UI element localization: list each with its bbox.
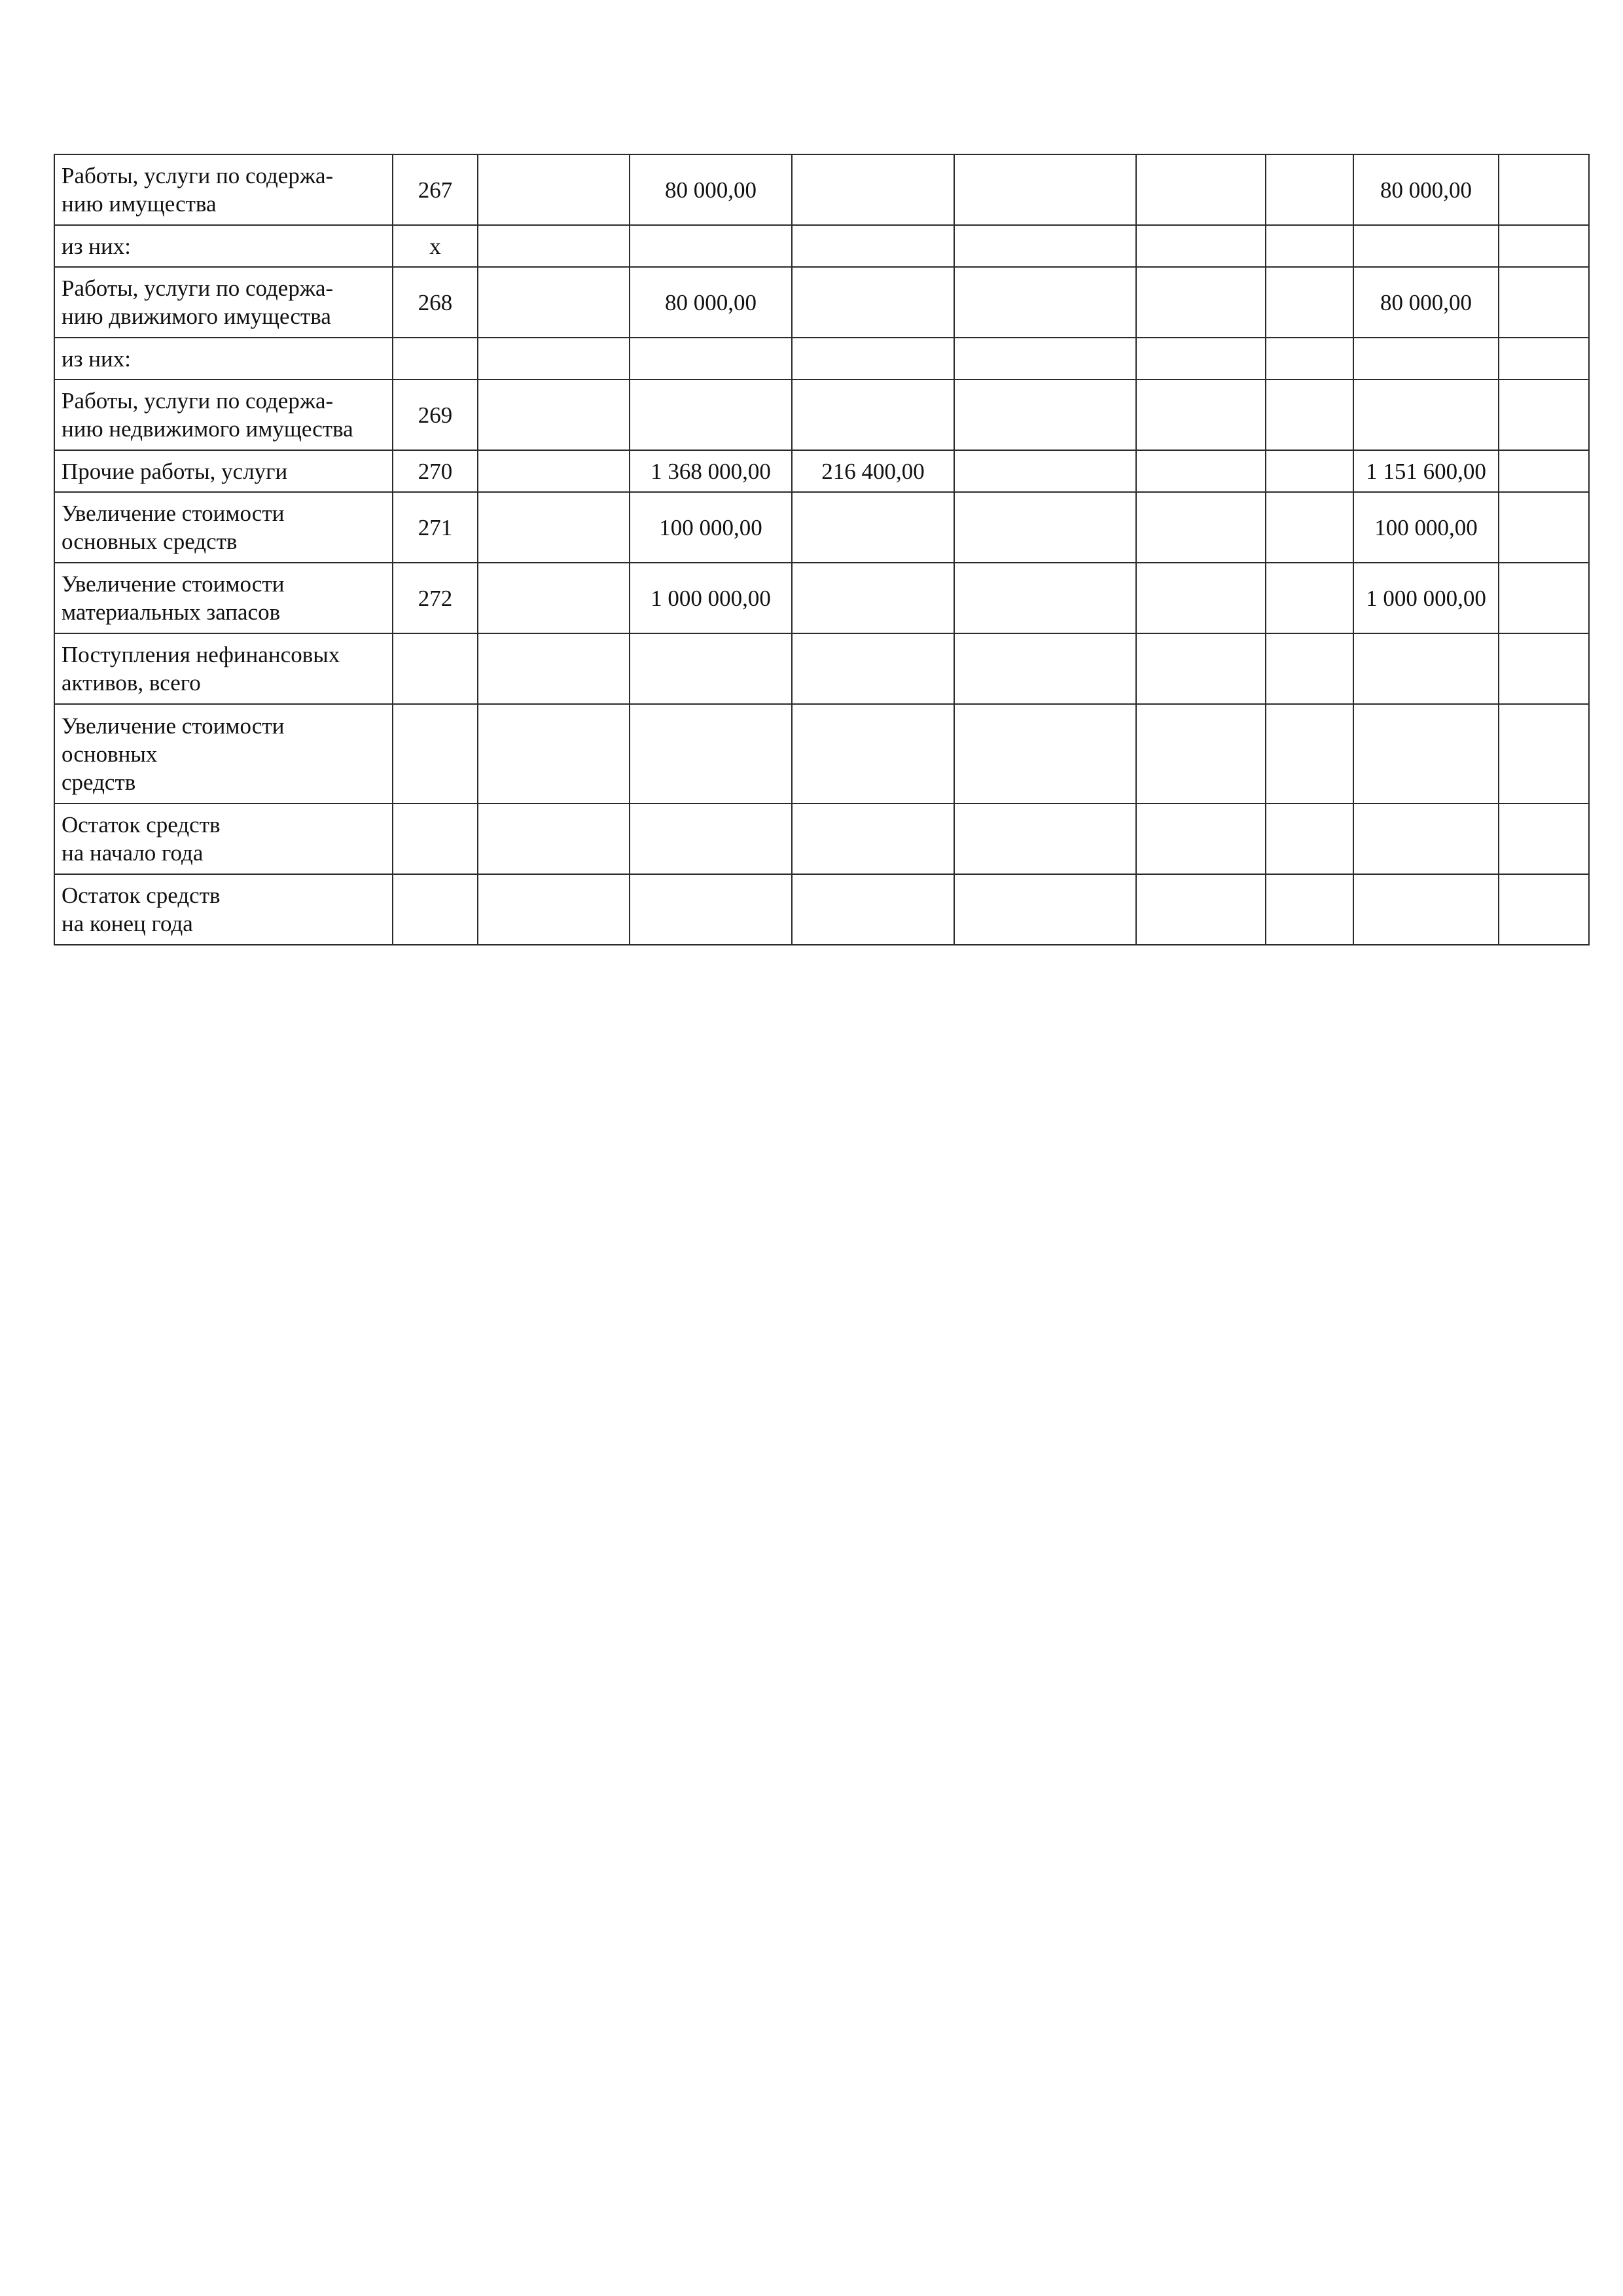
value-cell <box>1499 563 1589 633</box>
value-cell <box>1266 492 1353 563</box>
value-cell <box>1353 804 1499 874</box>
value-cell <box>1136 492 1266 563</box>
value-cell <box>1499 704 1589 804</box>
value-cell <box>1266 874 1353 945</box>
value-cell <box>478 450 630 492</box>
row-code-cell <box>393 804 478 874</box>
value-cell: 80 000,00 <box>1353 154 1499 225</box>
value-cell <box>630 338 792 380</box>
value-cell <box>478 874 630 945</box>
value-cell <box>478 492 630 563</box>
row-code-cell <box>393 874 478 945</box>
row-name-cell: Работы, услуги по содержа- нию имущества <box>54 154 393 225</box>
value-cell <box>954 338 1136 380</box>
value-cell <box>1266 380 1353 450</box>
value-cell <box>478 563 630 633</box>
value-cell <box>1353 874 1499 945</box>
value-cell <box>478 154 630 225</box>
row-code-cell <box>393 704 478 804</box>
value-cell <box>792 633 954 704</box>
value-cell <box>1266 225 1353 267</box>
value-cell <box>1499 633 1589 704</box>
value-cell <box>478 380 630 450</box>
value-cell <box>1499 450 1589 492</box>
value-cell <box>954 563 1136 633</box>
table-row <box>54 633 1589 704</box>
value-cell <box>1136 874 1266 945</box>
value-cell <box>792 338 954 380</box>
value-cell <box>1266 704 1353 804</box>
value-cell <box>1136 704 1266 804</box>
value-cell <box>954 874 1136 945</box>
value-cell: 80 000,00 <box>630 154 792 225</box>
row-code-cell <box>393 338 478 380</box>
value-cell <box>954 154 1136 225</box>
row-name-cell: Остаток средств на конец года <box>54 874 393 945</box>
value-cell <box>1353 704 1499 804</box>
value-cell: 1 368 000,00 <box>630 450 792 492</box>
value-cell <box>954 804 1136 874</box>
value-cell <box>1353 225 1499 267</box>
value-cell <box>1266 154 1353 225</box>
value-cell <box>1136 225 1266 267</box>
value-cell <box>792 874 954 945</box>
row-name-cell: Остаток средств на начало года <box>54 804 393 874</box>
value-cell <box>630 633 792 704</box>
value-cell <box>630 874 792 945</box>
value-cell <box>1136 380 1266 450</box>
value-cell <box>954 492 1136 563</box>
value-cell <box>1499 338 1589 380</box>
value-cell <box>1499 380 1589 450</box>
value-cell: 1 000 000,00 <box>1353 563 1499 633</box>
value-cell <box>630 804 792 874</box>
value-cell <box>1499 804 1589 874</box>
value-cell <box>478 633 630 704</box>
row-name-cell: Увеличение стоимости материальных запасов <box>54 563 393 633</box>
value-cell <box>954 267 1136 338</box>
value-cell <box>1499 874 1589 945</box>
value-cell <box>1136 338 1266 380</box>
value-cell <box>1499 492 1589 563</box>
row-name-cell: Увеличение стоимости основных средств <box>54 704 393 804</box>
value-cell <box>792 804 954 874</box>
row-name-cell: Поступления нефинансовых активов, всего <box>54 633 393 704</box>
row-name-cell: из них: <box>54 338 393 380</box>
table-row <box>54 267 1589 338</box>
row-name-cell: Увеличение стоимости основных средств <box>54 492 393 563</box>
table-row <box>54 338 1589 380</box>
row-name-cell: Работы, услуги по содержа- нию движимого имущества <box>54 267 393 338</box>
value-cell <box>478 225 630 267</box>
value-cell <box>478 804 630 874</box>
value-cell <box>1136 563 1266 633</box>
table-row <box>54 804 1589 874</box>
value-cell <box>954 633 1136 704</box>
value-cell <box>1266 338 1353 380</box>
row-code-cell: 267 <box>393 154 478 225</box>
value-cell <box>1353 633 1499 704</box>
value-cell: 100 000,00 <box>1353 492 1499 563</box>
value-cell <box>1266 450 1353 492</box>
value-cell <box>1353 338 1499 380</box>
row-code-cell: 272 <box>393 563 478 633</box>
value-cell <box>478 338 630 380</box>
value-cell <box>792 492 954 563</box>
value-cell <box>954 380 1136 450</box>
value-cell: 1 000 000,00 <box>630 563 792 633</box>
row-code-cell: 271 <box>393 492 478 563</box>
value-cell <box>1136 154 1266 225</box>
value-cell <box>792 267 954 338</box>
value-cell <box>792 380 954 450</box>
table-row <box>54 380 1589 450</box>
value-cell <box>630 704 792 804</box>
value-cell <box>1353 380 1499 450</box>
table-row <box>54 154 1589 225</box>
row-code-cell: 270 <box>393 450 478 492</box>
value-cell: 100 000,00 <box>630 492 792 563</box>
value-cell: 80 000,00 <box>630 267 792 338</box>
table-row <box>54 704 1589 804</box>
table-row <box>54 492 1589 563</box>
row-code-cell: 268 <box>393 267 478 338</box>
table-row <box>54 563 1589 633</box>
value-cell <box>1499 225 1589 267</box>
value-cell <box>630 380 792 450</box>
row-name-cell: Работы, услуги по содержа- нию недвижимого имущества <box>54 380 393 450</box>
value-cell <box>478 704 630 804</box>
table-row <box>54 225 1589 267</box>
value-cell <box>630 225 792 267</box>
value-cell <box>954 704 1136 804</box>
value-cell <box>792 563 954 633</box>
table-row <box>54 874 1589 945</box>
row-name-cell: Прочие работы, услуги <box>54 450 393 492</box>
value-cell <box>792 225 954 267</box>
row-code-cell: 269 <box>393 380 478 450</box>
value-cell <box>954 225 1136 267</box>
value-cell: 80 000,00 <box>1353 267 1499 338</box>
row-code-cell: x <box>393 225 478 267</box>
value-cell <box>1136 267 1266 338</box>
row-name-cell: из них: <box>54 225 393 267</box>
value-cell <box>1499 267 1589 338</box>
value-cell <box>1266 267 1353 338</box>
finance-table <box>54 154 1590 945</box>
value-cell <box>1266 633 1353 704</box>
value-cell: 1 151 600,00 <box>1353 450 1499 492</box>
table-row <box>54 450 1589 492</box>
value-cell <box>478 267 630 338</box>
value-cell: 216 400,00 <box>792 450 954 492</box>
value-cell <box>1266 804 1353 874</box>
value-cell <box>792 154 954 225</box>
value-cell <box>792 704 954 804</box>
value-cell <box>1136 450 1266 492</box>
value-cell <box>954 450 1136 492</box>
value-cell <box>1136 804 1266 874</box>
value-cell <box>1266 563 1353 633</box>
value-cell <box>1499 154 1589 225</box>
value-cell <box>1136 633 1266 704</box>
row-code-cell <box>393 633 478 704</box>
